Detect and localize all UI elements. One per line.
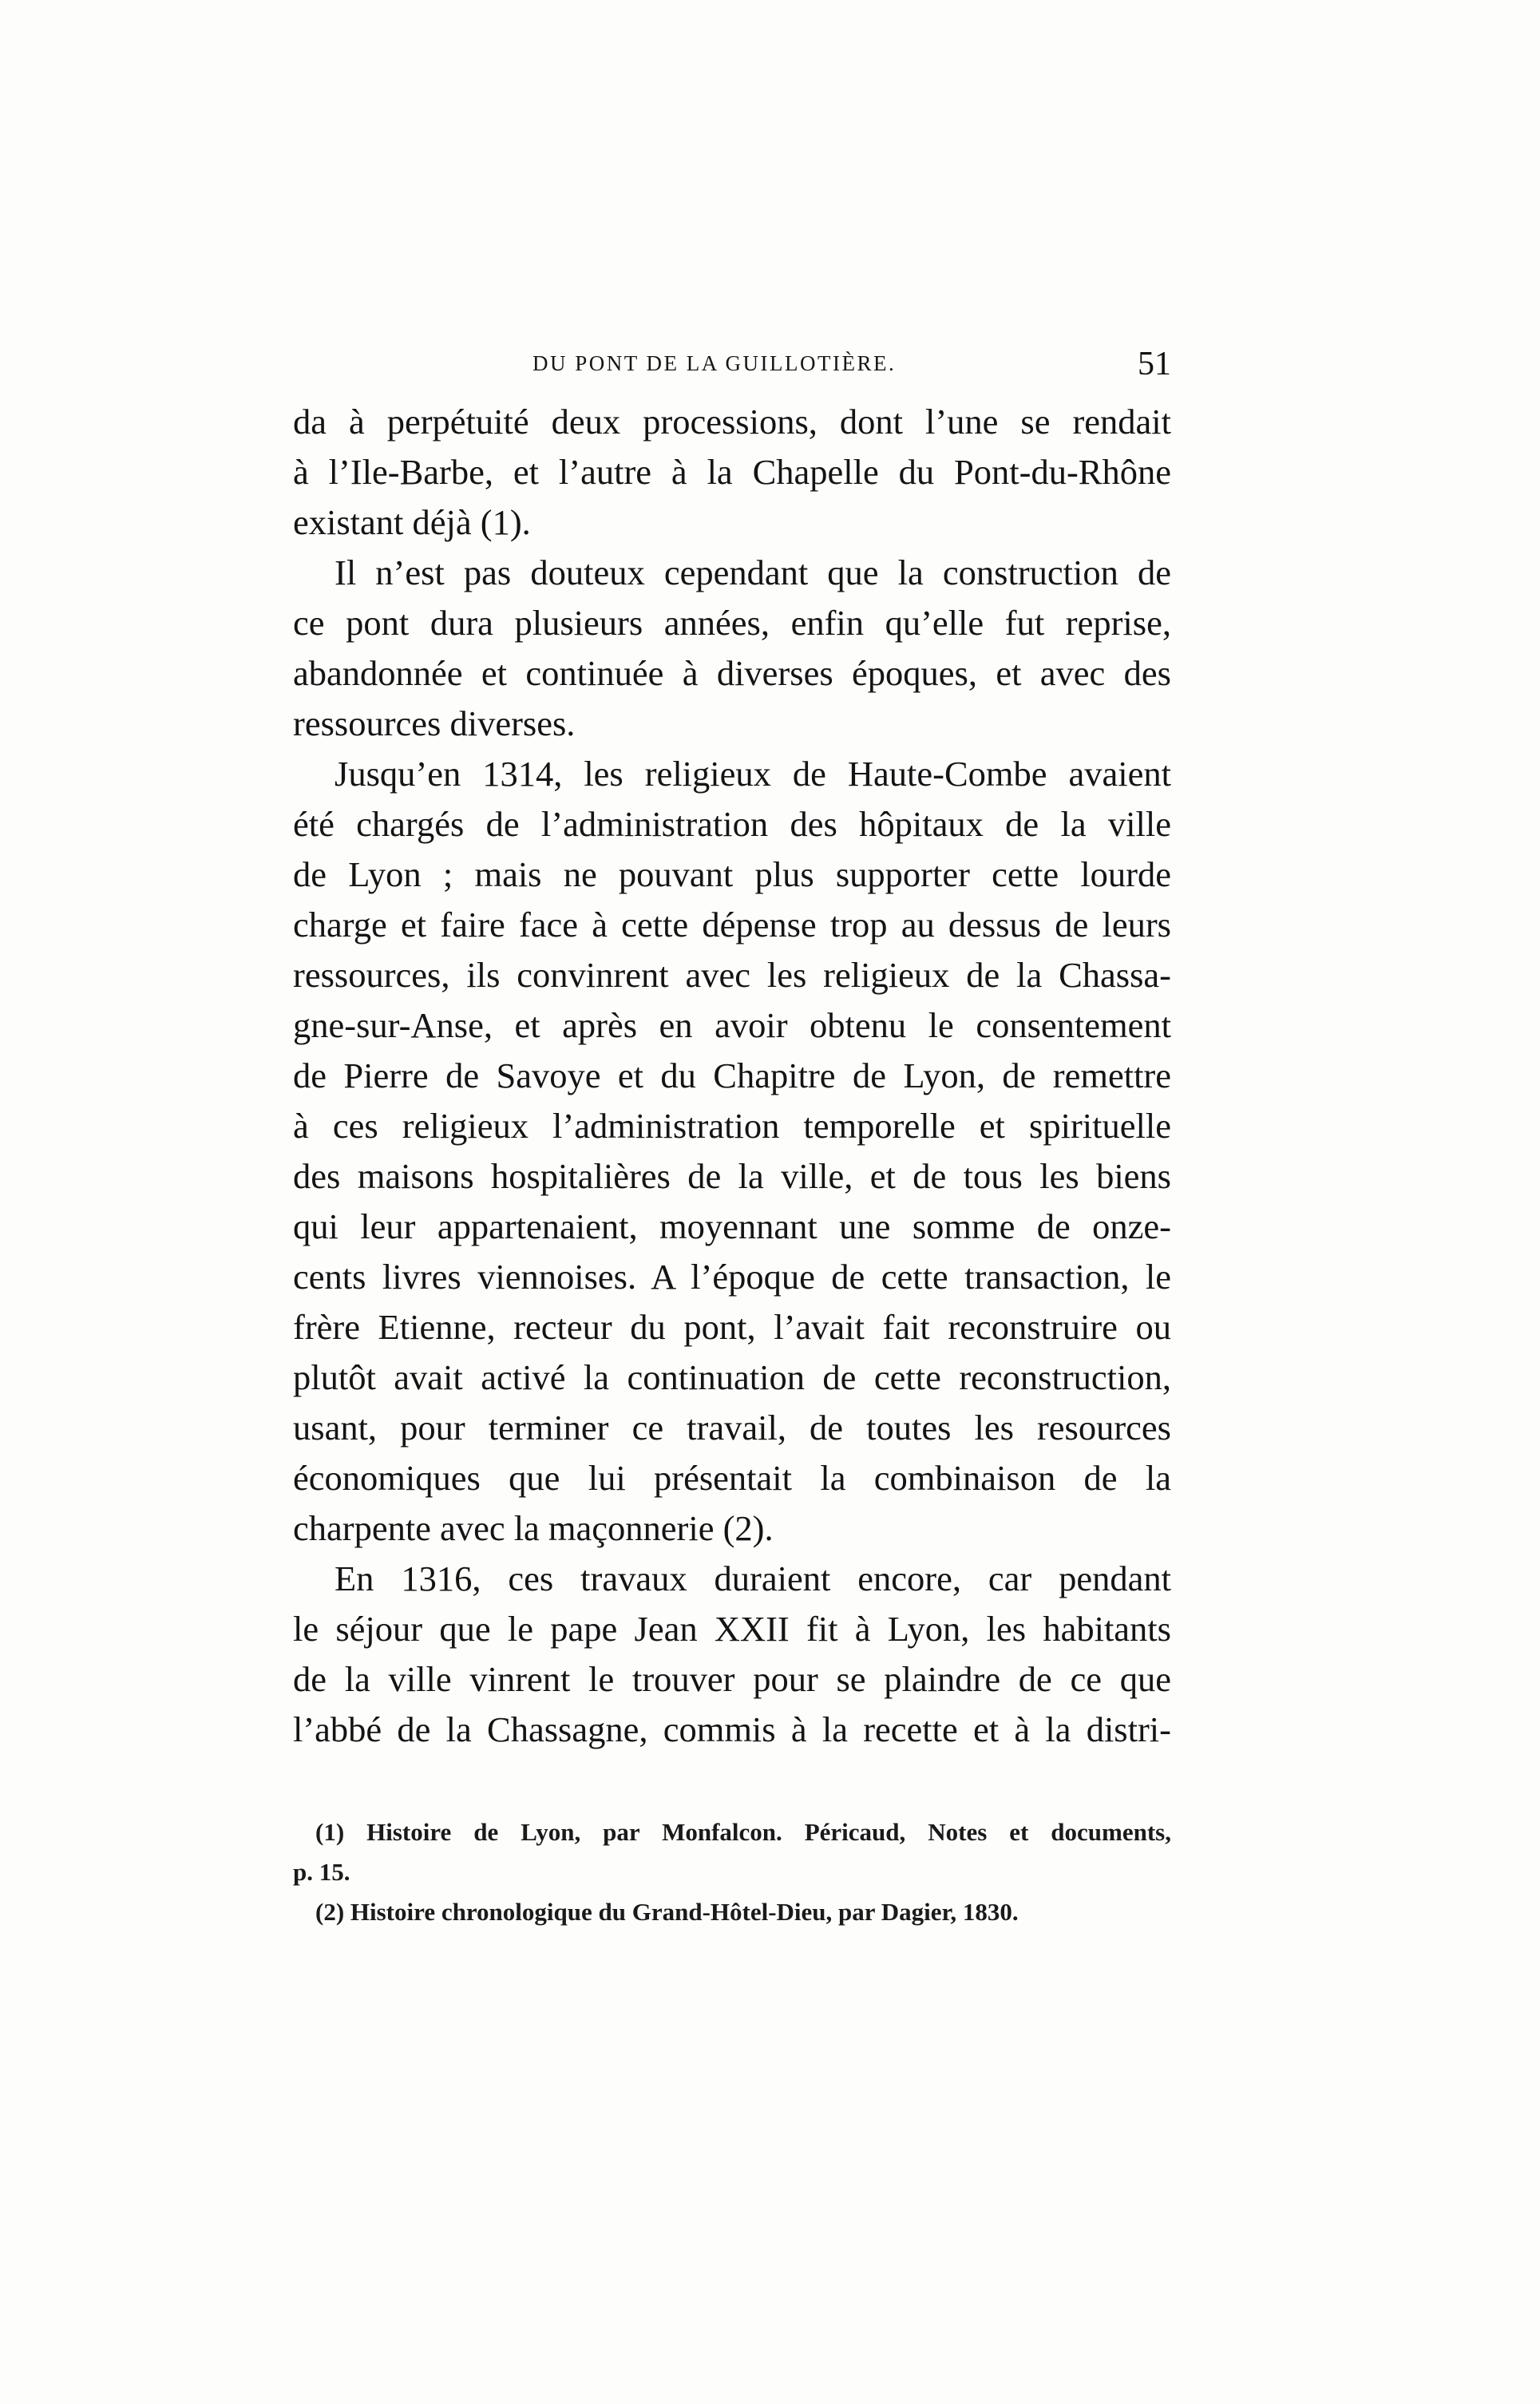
- text-line: de la ville vinrent le trouver pour se plaindre de ce que: [293, 1659, 1171, 1699]
- text-line: à ces religieux l’administration temporelle et spirituelle: [293, 1106, 1171, 1146]
- text-line: cents livres viennoises. A l’époque de cette transaction, le: [293, 1257, 1171, 1297]
- text-line: charpente avec la maçonnerie (2).: [293, 1508, 774, 1548]
- text-line: des maisons hospitalières de la ville, et de tous les biens: [293, 1156, 1171, 1196]
- text-line: existant déjà (1).: [293, 502, 531, 542]
- footnotes: [293, 1812, 1171, 1932]
- text-line: de Pierre de Savoye et du Chapitre de Lyon, de remettre: [293, 1055, 1171, 1095]
- text-line: ce pont dura plusieurs années, enfin qu’elle fut reprise,: [293, 603, 1171, 643]
- text-line: l’abbé de la Chassagne, commis à la recette et à la distri-: [293, 1709, 1171, 1749]
- text-line: En 1316, ces travaux duraient encore, car pendant: [335, 1558, 1171, 1598]
- text-line: Jusqu’en 1314, les religieux de Haute-Combe avaient: [335, 754, 1171, 794]
- page-number: 51: [1138, 346, 1171, 382]
- text-line: été chargés de l’administration des hôpitaux de la ville: [293, 804, 1171, 844]
- text-line: Il n’est pas douteux cependant que la construction de: [335, 552, 1171, 592]
- text-line: de Lyon ; mais ne pouvant plus supporter cette lourde: [293, 854, 1171, 894]
- text-line: charge et faire face à cette dépense trop au dessus de leurs: [293, 905, 1171, 945]
- running-title: DU PONT DE LA GUILLOTIÈRE.: [532, 351, 897, 375]
- running-header: [293, 346, 1171, 390]
- footnote-2: (2) Histoire chronologique du Grand-Hôtel-Dieu, par Dagier, 1830.: [315, 1898, 1019, 1926]
- footnote-1: (1) Histoire de Lyon, par Monfalcon. Péricaud, Notes et documents,: [315, 1818, 1171, 1846]
- text-line: qui leur appartenaient, moyennant une somme de onze-: [293, 1206, 1171, 1246]
- text-line: frère Etienne, recteur du pont, l’avait fait reconstruire ou: [293, 1307, 1171, 1347]
- text-line: le séjour que le pape Jean XXII fit à Lyon, les habitants: [293, 1609, 1171, 1649]
- body-text: [293, 397, 1171, 1755]
- footnote-1-continuation: p. 15.: [293, 1858, 350, 1886]
- text-line: ressources diverses.: [293, 703, 576, 743]
- text-line: ressources, ils convinrent avec les religieux de la Chassa-: [293, 955, 1171, 995]
- text-line: plutôt avait activé la continuation de cette reconstruction,: [293, 1357, 1171, 1397]
- text-line: da à perpétuité deux processions, dont l’une se rendait: [293, 402, 1171, 442]
- text-line: gne-sur-Anse, et après en avoir obtenu le consentement: [293, 1005, 1171, 1045]
- text-line: usant, pour terminer ce travail, de toutes les resources: [293, 1408, 1171, 1448]
- text-line: à l’Ile-Barbe, et l’autre à la Chapelle du Pont-du-Rhône: [293, 452, 1171, 492]
- text-line: économiques que lui présentait la combinaison de la: [293, 1458, 1171, 1498]
- text-line: abandonnée et continuée à diverses époques, et avec des: [293, 653, 1171, 693]
